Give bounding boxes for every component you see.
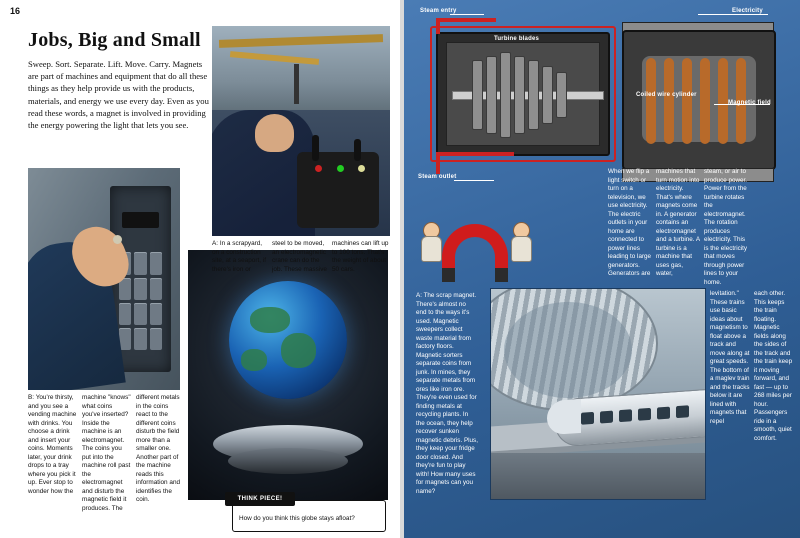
generator-text-col-2: machines that turn motion into electricity. That's where magnets come in. A generator contains an electromagnet and a turbine. A turbine is a machine that uses gas, water, (656, 168, 700, 277)
leader-line (454, 180, 494, 181)
keypad-key (150, 303, 162, 325)
crane-caption-col-3: machines can lift up to 100 tons. That's the weight of about 50 cars. (332, 240, 389, 273)
keypad-key (119, 303, 131, 325)
generator-text-col-1: When we flip a light switch or turn on a television, we use electricity. The electric outlets in your home are connected to power lines leading to large generators. Generators are (608, 168, 652, 277)
train-nose (547, 399, 581, 435)
train-window (601, 410, 614, 423)
keypad-key (150, 278, 162, 300)
keypad-key (134, 252, 146, 274)
maglev-train-photo (490, 288, 706, 500)
magnet-pole (442, 268, 455, 282)
crane-hook-icon (294, 64, 299, 104)
scrap-magnet-text: A: The scrap magnet. There's almost no end to the ways it's used. Magnetic sweepers collect waste material from factory floors. Magnetic sorters separate coins from junk. In mines, they separate metals from ores like iron ore. They're even used for finding metals at recycling plants. In the ocean, they help recover sunken magnetic debris. Plus, they keep your fridge door closed. And they're fun to play with! How many uses for magnets can you name? (416, 292, 478, 495)
horseshoe-magnet-illustration (416, 218, 536, 284)
keypad-key (119, 328, 131, 350)
globe-sphere (229, 281, 347, 399)
label-magnetic-field: Magnetic field (728, 100, 771, 106)
generator-text-col-3: steam, or air to produce power. Power from the turbine rotates the electromagnet. The rotation produces electricity. This is the electricity that moves through power lines to your home. (704, 168, 748, 286)
right-page (404, 0, 800, 538)
steam-entry-pipe (436, 18, 496, 22)
train-window (677, 405, 690, 418)
keypad-key (134, 328, 146, 350)
console-button-icon (358, 165, 365, 172)
label-steam-entry: Steam entry (420, 8, 457, 14)
leader-line (450, 14, 484, 15)
crane-control-console (297, 152, 379, 228)
keypad-key (134, 303, 146, 325)
coil-winding (646, 58, 656, 144)
think-piece-box (232, 496, 386, 532)
maglev-text-col-3: each other. This keeps the train floating. Magnetic fields along the sides of the track and the train keep it moving forward, and fast — up to 268 miles per hour. Passengers ride in a smooth, quiet comfort. (754, 290, 793, 442)
maglev-text-col-2: levitation." These trains use basic ideas about magnetism to float above a track and move along at great speeds. The bottom of a maglev train and the tracks below it are lined with magnets that repel (710, 290, 750, 425)
train-window (658, 406, 671, 419)
magnetic-base-bottom (228, 448, 348, 474)
crane-lever-icon (312, 135, 319, 161)
label-coiled-wire-cylinder: Coiled wire cylinder (636, 92, 697, 98)
console-button-icon (315, 165, 322, 172)
crane-lever-icon (354, 139, 361, 161)
magnet-pole (495, 268, 508, 282)
page-title: Jobs, Big and Small (28, 29, 201, 51)
crane-caption-col-1: A: In a scrapyard, on a construction site, at a seaport, if there's iron or (212, 240, 266, 273)
child-body (511, 236, 532, 262)
think-piece-badge: THINK PIECE! (225, 492, 295, 506)
keypad-key (150, 252, 162, 274)
globe-landmass (281, 333, 316, 368)
levitating-globe-photo (188, 250, 388, 500)
vending-caption-col-3: different metals in the coins react to the different coins disturb the field more than a smaller one. Another part of the machine reads this information and identifies the coin. (136, 394, 181, 504)
coil-winding (718, 58, 728, 144)
think-piece-question: How do you think this globe stays afloat? (239, 515, 355, 522)
vending-machine-photo (28, 168, 180, 390)
child-body (421, 236, 442, 262)
child-figure-left (418, 222, 444, 266)
keypad-key (150, 328, 162, 350)
coin-slot-icon (122, 212, 158, 228)
turbine-outline (430, 26, 616, 162)
train-window (639, 408, 652, 421)
operator-face (255, 114, 294, 152)
train-window (620, 409, 633, 422)
keypad-key (134, 278, 146, 300)
page-number: 16 (10, 6, 21, 16)
console-button-icon (337, 165, 344, 172)
intro-paragraph: Sweep. Sort. Separate. Lift. Move. Carry. Magnets are part of machines and equipment that do all these things as they help provide us with the products, materials, and energy we use every day. Even as you read these words, a magnet is involved in providing the energy powering the light that lets you see. (28, 59, 209, 131)
globe-landmass (250, 307, 290, 333)
coil-winding (664, 58, 674, 144)
label-electricity: Electricity (732, 8, 763, 14)
maglev-ground (491, 453, 705, 499)
coil-winding (682, 58, 692, 144)
station-dome-inner (504, 302, 632, 399)
crane-caption-col-2: steel to be moved, an electromagnetic crane can do the job. These massive (272, 240, 327, 273)
leader-line (698, 14, 768, 15)
horseshoe-magnet-icon (442, 224, 508, 270)
child-figure-right (508, 222, 534, 266)
coin-icon (113, 235, 122, 244)
globe-landmass (241, 349, 267, 370)
train-window (582, 412, 595, 425)
crane-operator-photo (212, 26, 390, 236)
vending-caption-col-2: machine "knows" what coins you've inserted? Inside the machine is an electromagnet. The coins you put into the machine roll past the electromagnet and disturb the magnetic field it produces. The (82, 394, 131, 512)
label-steam-outlet: Steam outlet (418, 174, 457, 180)
label-turbine-blades: Turbine blades (494, 36, 540, 42)
vending-caption-col-1: B: You're thirsty, and you see a vending machine with drinks. You choose a drink and insert your coins. Moments later, your drink drops to a tray where you pick it up. Ever stop to wonder how the (28, 394, 77, 495)
coil-winding (700, 58, 710, 144)
